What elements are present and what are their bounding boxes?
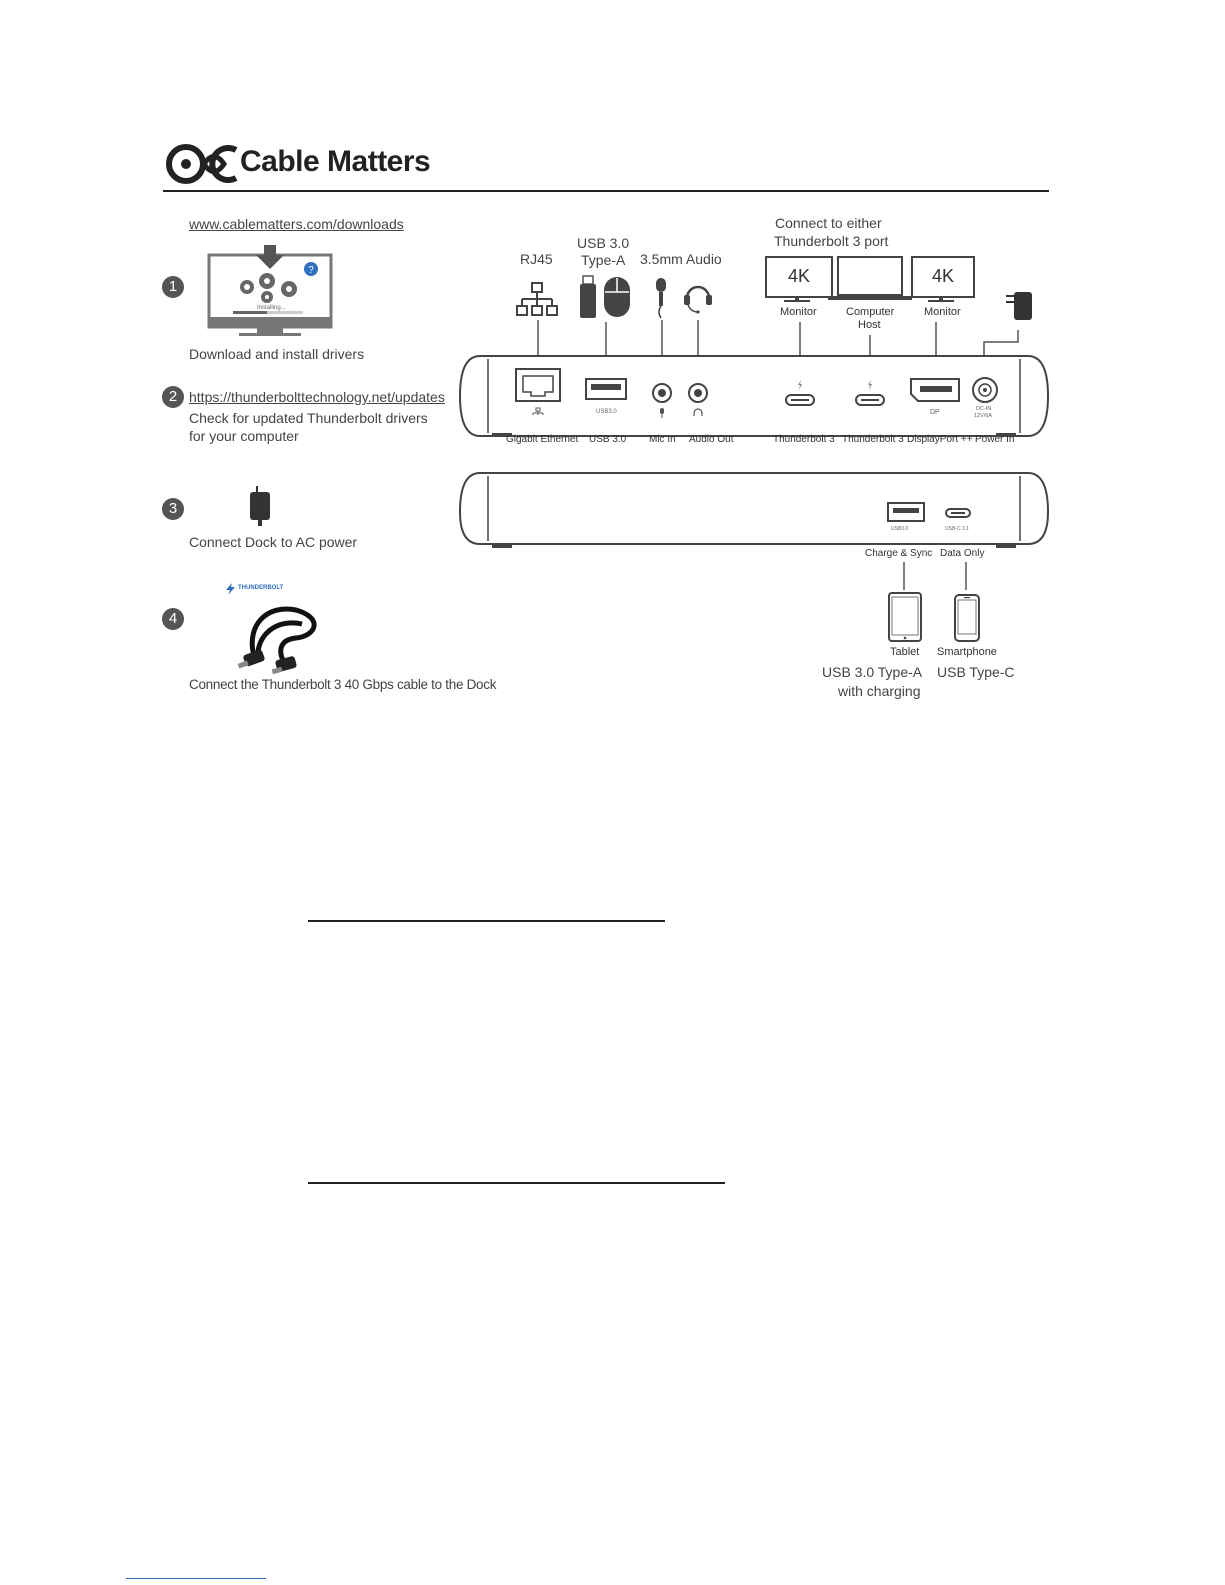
- monitor-right: [911, 256, 975, 298]
- smartphone-icon: [954, 594, 980, 642]
- step-2-caption-line2: for your computer: [189, 428, 299, 444]
- header-rule: [163, 190, 1049, 192]
- blank-rule-2: [308, 1182, 725, 1184]
- rj45-label: RJ45: [520, 251, 553, 267]
- tablet-label: Tablet: [890, 646, 920, 658]
- dp-port-marking: DP: [930, 409, 940, 416]
- brand-logo: [166, 141, 436, 189]
- thunderbolt-port-1: [785, 394, 815, 406]
- blank-rule-1: [308, 920, 665, 922]
- label-usb30: USB 3.0: [589, 434, 627, 445]
- headphone-symbol: [693, 408, 703, 417]
- step-3-badge: 3: [162, 498, 184, 520]
- thunderbolt-symbol-1: [797, 380, 803, 390]
- label-thunderbolt-3-b: Thunderbolt 3: [842, 434, 904, 445]
- displayport-port: [910, 378, 960, 402]
- usba-charging-line2: with charging: [838, 683, 921, 699]
- dc-in-port: [972, 377, 998, 403]
- connect-either-line2: Thunderbolt 3 port: [774, 233, 889, 249]
- label-displayport: DisplayPort ++: [907, 434, 973, 445]
- label-gigabit-ethernet: Gigabit Ethernet: [506, 434, 579, 445]
- installing-text: Installing...: [257, 305, 286, 311]
- thunderbolt-symbol-2: [867, 380, 873, 390]
- back-usb-a-port: [887, 502, 925, 522]
- usb-type-a-label-line2: Type-A: [581, 252, 626, 268]
- thunderbolt-cable-icon: [236, 596, 326, 676]
- label-thunderbolt-3-a: Thunderbolt 3: [773, 434, 835, 445]
- ac-adapter-icon: [246, 486, 274, 526]
- label-power-in: Power In: [975, 434, 1015, 445]
- monitor-right-label: Monitor: [924, 306, 961, 318]
- audio-out-jack: [688, 383, 708, 403]
- dc-in-marking-line1: DC-IN: [976, 406, 992, 412]
- step-2-badge: 2: [162, 386, 184, 408]
- back-usb-a-marking: USB3.0: [891, 526, 909, 532]
- monitor-right-res: 4K: [931, 266, 955, 286]
- thunderbolt-logo-icon: [224, 583, 238, 595]
- ethernet-port: [515, 368, 561, 404]
- thunderbolt-updates-link[interactable]: https://thunderbolttechnology.net/updates: [189, 389, 445, 405]
- step-3-caption: Connect Dock to AC power: [189, 534, 358, 550]
- tablet-icon: [888, 592, 922, 642]
- data-only-label: Data Only: [940, 548, 985, 559]
- ethernet-port-symbol: [532, 408, 544, 418]
- svg-text:?: ?: [308, 265, 314, 276]
- usb-a-port: [585, 378, 627, 400]
- monitor-left-label: Monitor: [780, 306, 817, 318]
- monitor-left-res: 4K: [787, 266, 811, 286]
- usb-port-marking: USB3.0: [596, 409, 617, 415]
- step-1-badge: 1: [162, 276, 184, 298]
- mic-jack-symbol: [658, 408, 666, 418]
- cm-logo-icon: [166, 141, 238, 187]
- step-2-caption-line1: Check for updated Thunderbolt drivers: [189, 410, 428, 426]
- footer-link-rule: [126, 1578, 266, 1579]
- usb-type-c-label: USB Type-C: [937, 664, 1015, 680]
- smartphone-label: Smartphone: [937, 646, 997, 658]
- usb-type-a-label-line1: USB 3.0: [577, 235, 630, 251]
- thunderbolt-port-2: [855, 394, 885, 406]
- step-1-caption: Download and install drivers: [189, 346, 365, 362]
- back-usb-c-marking: USB-C 3.1: [945, 526, 969, 532]
- brand-name: Cable Matters: [240, 145, 431, 178]
- downloads-link[interactable]: www.cablematters.com/downloads: [189, 216, 404, 232]
- dc-in-marking-line2: 12V/6A: [974, 413, 993, 419]
- thunderbolt-logo-text: THUNDERBOLT: [238, 585, 284, 591]
- label-audio-out: Audio Out: [689, 434, 734, 445]
- connect-either-line1: Connect to either: [775, 215, 882, 231]
- usba-charging-line1: USB 3.0 Type-A: [822, 664, 923, 680]
- step-4-caption: Connect the Thunderbolt 3 40 Gbps cable to the Dock: [189, 677, 497, 692]
- laptop-icon: [828, 256, 912, 302]
- host-label-line1: Computer: [846, 306, 895, 318]
- label-mic-in: Mic In: [649, 434, 676, 445]
- mic-jack: [652, 383, 672, 403]
- audio-label: 3.5mm Audio: [640, 251, 722, 267]
- charge-sync-label: Charge & Sync: [865, 548, 933, 559]
- monitor-left: [765, 256, 833, 298]
- step-4-badge: 4: [162, 608, 184, 630]
- back-usb-c-port: [945, 508, 971, 518]
- host-label-line2: Host: [858, 319, 881, 331]
